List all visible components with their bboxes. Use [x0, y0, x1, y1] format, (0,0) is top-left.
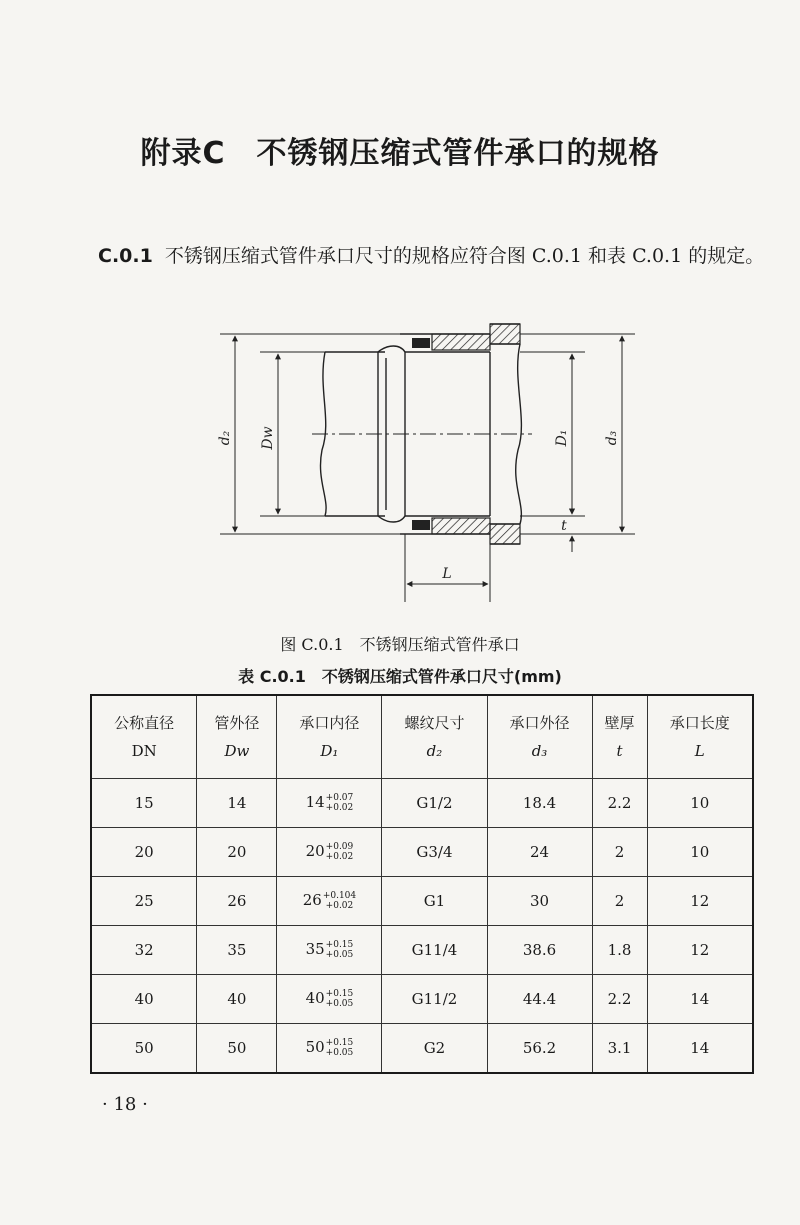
- column-header: [487, 695, 592, 779]
- table-cell-dn: 32: [91, 926, 197, 975]
- table-cell-dw: 20: [197, 828, 277, 877]
- column-header-symbol: t: [616, 742, 623, 760]
- table-cell-dn: 40: [91, 975, 197, 1024]
- clause-number: C.0.1: [98, 245, 153, 267]
- table-cell-l: 12: [647, 926, 753, 975]
- d1-tolerance: [323, 891, 356, 911]
- table-cell-d1: [277, 926, 382, 975]
- fitting-socket-figure: [200, 320, 640, 610]
- table-cell-t: 2.2: [592, 779, 647, 828]
- table-cell-dn: 25: [91, 877, 197, 926]
- figure-caption: 图 C.0.1 不锈钢压缩式管件承口: [280, 635, 520, 654]
- column-header-name: 承口长度: [669, 714, 730, 732]
- page-number: · 18 ·: [102, 1094, 148, 1115]
- table-cell-dw: 14: [197, 779, 277, 828]
- socket-dimension-table: [90, 694, 754, 1074]
- d1-nominal: 20: [305, 842, 325, 860]
- table-cell-d2: G3/4: [382, 828, 487, 877]
- table-cell-d2: G1/2: [382, 779, 487, 828]
- table-cell-d2: G1: [382, 877, 487, 926]
- d1-tolerance: [326, 989, 354, 1009]
- table-cell-d2: G11/2: [382, 975, 487, 1024]
- table-cell-d1: [277, 1024, 382, 1074]
- column-header-symbol: DN: [131, 742, 157, 760]
- label-t: t: [561, 518, 567, 534]
- d1-nominal: 35: [305, 940, 325, 958]
- table-cell-l: 12: [647, 877, 753, 926]
- d1-nominal: 26: [302, 891, 322, 909]
- table-row: [91, 877, 753, 926]
- table-cell-dn: 20: [91, 828, 197, 877]
- table-cell-d3: 44.4: [487, 975, 592, 1024]
- d1-upper-tolerance: +0.15: [325, 1038, 354, 1048]
- column-header-symbol: D₁: [320, 742, 339, 760]
- column-header-symbol: L: [694, 742, 705, 760]
- column-header-name: 管外径: [214, 714, 260, 732]
- table-cell-t: 2: [592, 828, 647, 877]
- d1-nominal: 14: [305, 793, 325, 811]
- label-d2: d₂: [217, 430, 233, 446]
- table-cell-dw: 26: [197, 877, 277, 926]
- d1-lower-tolerance: +0.05: [325, 999, 354, 1009]
- table-cell-l: 10: [647, 779, 753, 828]
- table-cell-dw: 50: [197, 1024, 277, 1074]
- d1-upper-tolerance: +0.15: [325, 940, 354, 950]
- table-cell-l: 10: [647, 828, 753, 877]
- column-header-name: 壁厚: [604, 714, 635, 732]
- column-header-symbol: d₃: [531, 742, 548, 760]
- table-row: [91, 779, 753, 828]
- column-header-name: 承口外径: [509, 714, 570, 732]
- table-row: [91, 828, 753, 877]
- table-cell-dn: 15: [91, 779, 197, 828]
- d1-upper-tolerance: +0.09: [325, 842, 354, 852]
- table-cell-l: 14: [647, 1024, 753, 1074]
- table-cell-t: 2.2: [592, 975, 647, 1024]
- d1-upper-tolerance: +0.104: [322, 891, 357, 901]
- d1-lower-tolerance: +0.02: [325, 803, 354, 813]
- table-cell-d1: [277, 779, 382, 828]
- d1-lower-tolerance: +0.05: [325, 1048, 354, 1058]
- column-header-symbol: Dw: [224, 742, 250, 760]
- d1-tolerance: [326, 793, 354, 813]
- column-header: [592, 695, 647, 779]
- table-cell-d2: G11/4: [382, 926, 487, 975]
- table-cell-dw: 40: [197, 975, 277, 1024]
- clause-text: 不锈钢压缩式管件承口尺寸的规格应符合图 C.0.1 和表 C.0.1 的规定。: [164, 245, 765, 267]
- table-cell-d3: 24: [487, 828, 592, 877]
- d1-lower-tolerance: +0.02: [325, 901, 354, 911]
- clause-paragraph: [98, 238, 766, 274]
- label-d1: D₁: [554, 429, 570, 447]
- table-cell-d1: [277, 877, 382, 926]
- d1-lower-tolerance: +0.05: [325, 950, 354, 960]
- column-header: [91, 695, 197, 779]
- column-header: [647, 695, 753, 779]
- column-header-name: 承口内径: [299, 714, 360, 732]
- table-cell-d1: [277, 975, 382, 1024]
- d1-lower-tolerance: +0.02: [325, 852, 354, 862]
- table-cell-l: 14: [647, 975, 753, 1024]
- column-header-name: 公称直径: [114, 714, 175, 732]
- table-row: [91, 926, 753, 975]
- table-cell-d1: [277, 828, 382, 877]
- table-cell-dn: 50: [91, 1024, 197, 1074]
- table-cell-d3: 30: [487, 877, 592, 926]
- table-cell-t: 2: [592, 877, 647, 926]
- table-cell-t: 1.8: [592, 926, 647, 975]
- label-dw: Dw: [260, 426, 276, 450]
- table-cell-d3: 38.6: [487, 926, 592, 975]
- column-header-name: 螺纹尺寸: [404, 714, 465, 732]
- d1-nominal: 50: [305, 1038, 325, 1056]
- d1-tolerance: [326, 940, 354, 960]
- d1-upper-tolerance: +0.07: [325, 793, 354, 803]
- column-header: [277, 695, 382, 779]
- table-cell-dw: 35: [197, 926, 277, 975]
- table-cell-t: 3.1: [592, 1024, 647, 1074]
- table-cell-d2: G2: [382, 1024, 487, 1074]
- column-header: [197, 695, 277, 779]
- table-row: [91, 1024, 753, 1074]
- page-title: 附录C 不锈钢压缩式管件承口的规格: [140, 136, 660, 171]
- d1-nominal: 40: [305, 989, 325, 1007]
- table-cell-d3: 18.4: [487, 779, 592, 828]
- column-header-symbol: d₂: [426, 742, 443, 760]
- d1-tolerance: [326, 1038, 354, 1058]
- column-header: [382, 695, 487, 779]
- table-cell-d3: 56.2: [487, 1024, 592, 1074]
- label-l: L: [442, 566, 452, 582]
- table-row: [91, 975, 753, 1024]
- table-header-row: [91, 695, 753, 779]
- d1-upper-tolerance: +0.15: [325, 989, 354, 999]
- d1-tolerance: [326, 842, 354, 862]
- table-caption: 表 C.0.1 不锈钢压缩式管件承口尺寸(mm): [238, 667, 562, 686]
- label-d3: d₃: [604, 430, 620, 446]
